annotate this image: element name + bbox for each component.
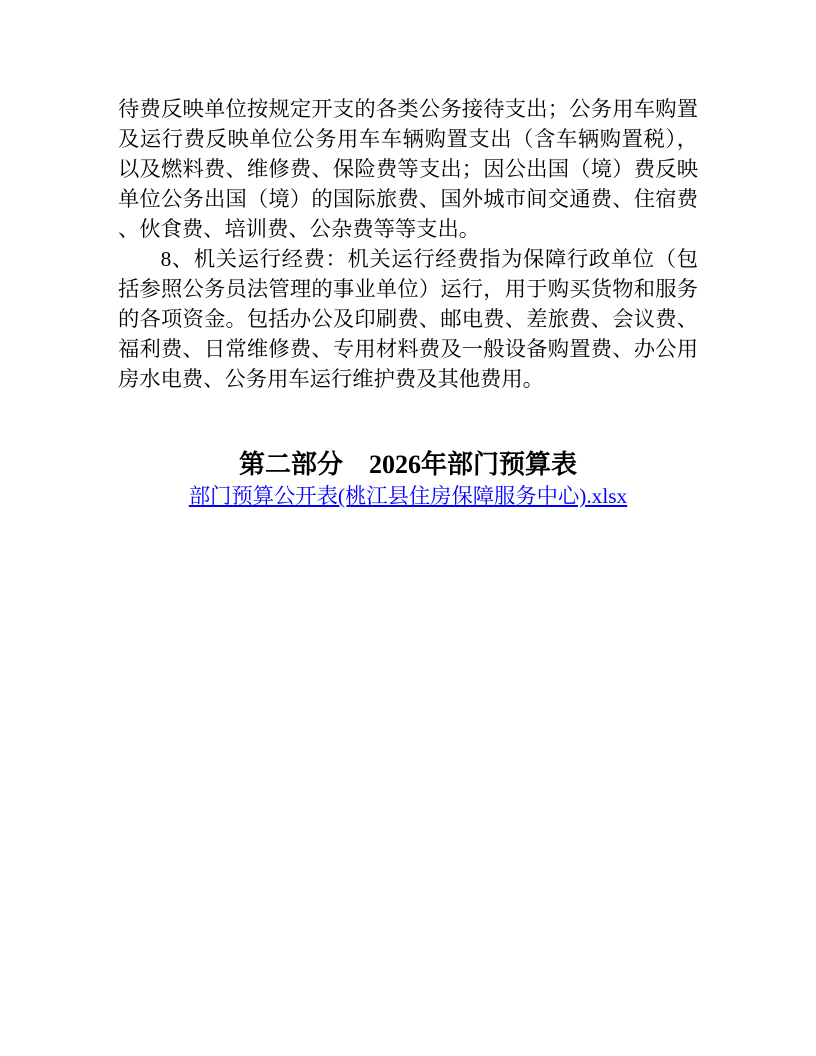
paragraph-line: 福利费、日常维修费、专用材料费及一般设备购置费、办公用: [118, 337, 698, 361]
paragraph-line: 及运行费反映单位公务用车车辆购置支出（含车辆购置税），: [118, 127, 698, 151]
paragraph-line: 、伙食费、培训费、公杂费等等支出。: [118, 217, 481, 241]
paragraph-line: 的各项资金。包括办公及印刷费、邮电费、差旅费、会议费、: [118, 307, 698, 331]
paragraph-line: 8、机关运行经费：机关运行经费指为保障行政单位（包: [160, 247, 698, 271]
paragraph-line: 待费反映单位按规定开支的各类公务接待支出；公务用车购置: [118, 97, 698, 121]
body-text: [118, 94, 698, 394]
paragraph-line: 单位公务出国（境）的国际旅费、国外城市间交通费、住宿费: [118, 187, 698, 211]
paragraph-line: 以及燃料费、维修费、保险费等支出；因公出国（境）费反映: [118, 157, 698, 181]
paragraph-line: 房水电费、公务用车运行维护费及其他费用。: [118, 367, 544, 391]
attachment-link-xlsx[interactable]: 部门预算公开表(桃江县住房保障服务中心).xlsx: [188, 484, 628, 508]
section-heading: 第二部分 2026年部门预算表: [238, 450, 577, 479]
paragraph-line: 括参照公务员法管理的事业单位）运行，用于购买货物和服务: [118, 277, 698, 301]
